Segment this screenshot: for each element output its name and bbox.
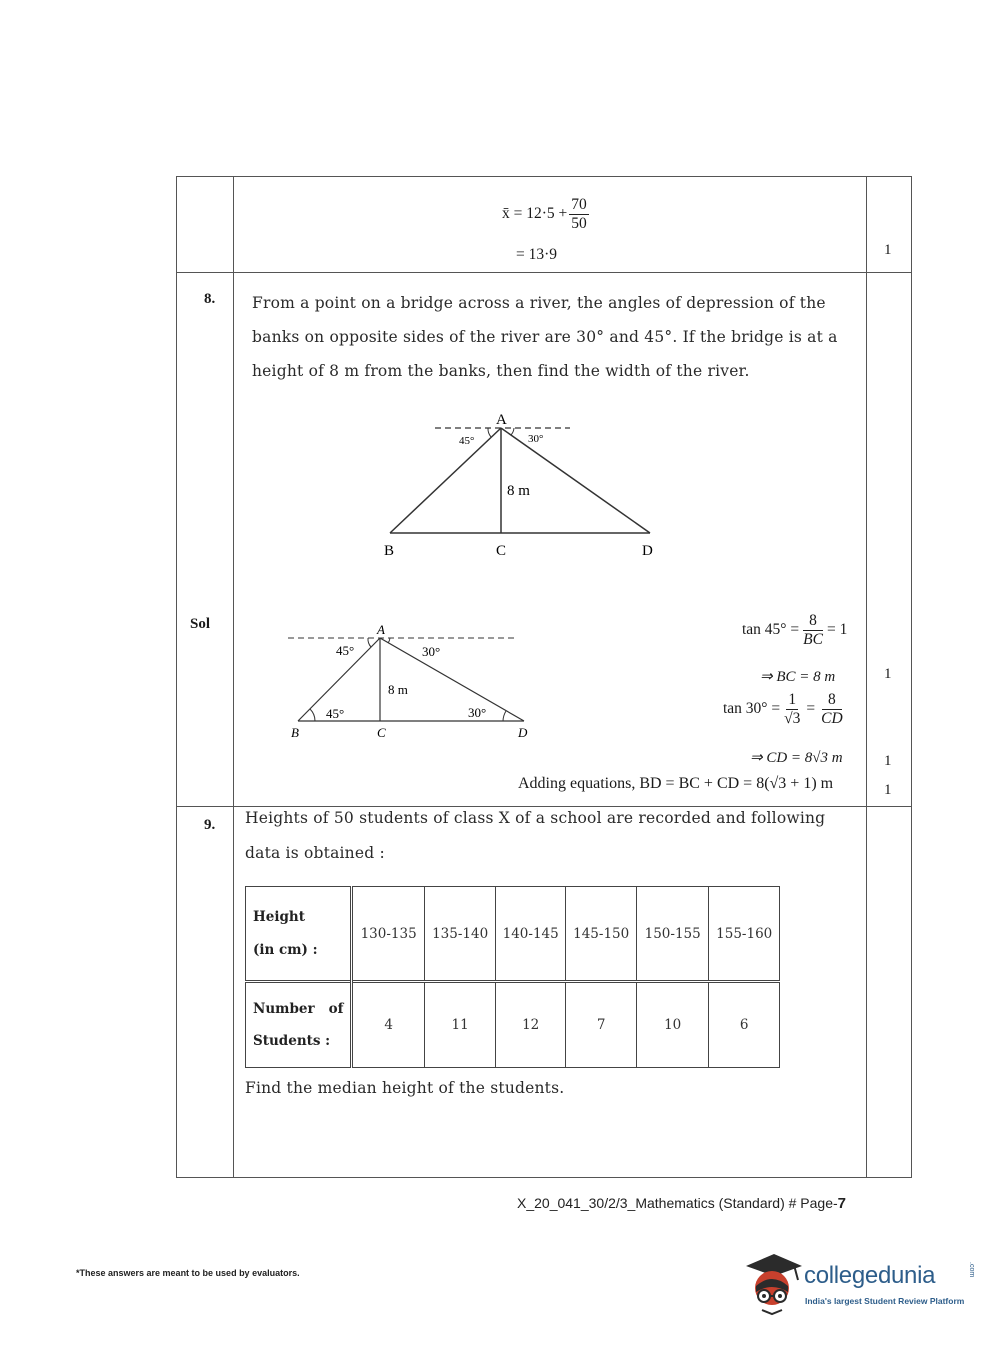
sol-arc-top-right — [388, 638, 390, 643]
tan30-numerator-1: 1 — [788, 691, 797, 708]
tan45-denominator: BC — [803, 630, 823, 648]
sol-point-b-label: B — [291, 725, 299, 740]
final-answer: Adding equations, BD = BC + CD = 8(√3 + 1) m — [518, 775, 834, 792]
sol-angle-top-left-label: 45° — [336, 643, 355, 658]
collegedunia-logo — [742, 1250, 982, 1320]
frequency-cell: 6 — [709, 982, 780, 1068]
question-8-figure — [380, 405, 670, 565]
point-a-label: A — [496, 412, 507, 428]
mark-sol-3: 1 — [884, 782, 892, 798]
tan30-denominator-2: CD — [821, 709, 843, 727]
page-reference — [517, 1195, 846, 1212]
mean-equation-lhs: x̄ = 12·5 + — [502, 205, 568, 223]
height-header-cell — [246, 887, 352, 982]
brand-name: collegedunia — [804, 1262, 936, 1289]
tan45-rhs: = 1 — [826, 621, 848, 639]
tan30-lhs: tan 30° = — [723, 700, 781, 718]
tan30-numerator-2: 8 — [822, 691, 842, 710]
question-8-line-3: height of 8 m from the banks, then find the width of the river. — [252, 362, 750, 380]
question-9-line-2: data is obtained : — [245, 844, 385, 862]
class-interval-cell: 130-135 — [351, 887, 424, 982]
page-number: 7 — [837, 1195, 846, 1212]
question-number-8: 8. — [204, 291, 216, 307]
class-interval-cell: 150-155 — [636, 887, 708, 982]
mark-sol-1: 1 — [884, 666, 892, 682]
sol-arc-d — [503, 711, 506, 721]
question-number-9: 9. — [204, 817, 216, 833]
tan45-lhs: tan 45° = — [742, 621, 800, 639]
sol-point-d-label: D — [518, 725, 528, 740]
class-interval-cell: 135-140 — [425, 887, 496, 982]
class-interval-cell: 145-150 — [566, 887, 637, 982]
mark-q7: 1 — [884, 242, 892, 258]
height-frequency-table — [245, 886, 780, 1068]
height-header-line-1: Height — [253, 909, 305, 926]
tan45-numerator: 8 — [803, 612, 823, 631]
mean-result: = 13·9 — [516, 246, 558, 263]
sol-angle-d-label: 30° — [468, 705, 487, 720]
mark-sol-2: 1 — [884, 753, 892, 769]
solution-label: Sol — [190, 616, 211, 632]
point-d-label: D — [642, 543, 653, 559]
tan30-denominator-1: √3 — [784, 709, 801, 727]
frequency-cell: 4 — [351, 982, 424, 1068]
angle-arc-left — [488, 428, 491, 437]
brand-tagline: India's largest Student Review Platform — [805, 1296, 965, 1306]
brand-suffix: .com — [968, 1262, 975, 1278]
cd-result: ⇒ CD = 8√3 m — [750, 750, 843, 766]
solution-figure — [280, 618, 530, 746]
frequency-cell: 12 — [495, 982, 566, 1068]
mean-fraction-denominator: 50 — [571, 214, 587, 232]
question-8-line-1: From a point on a bridge across a river, the angles of depression of the — [252, 294, 826, 312]
angle-left-label: 45° — [459, 435, 475, 447]
height-label: 8 m — [507, 483, 530, 499]
page-reference-text: X_20_041_30/2/3_Mathematics (Standard) # Page- — [517, 1195, 838, 1211]
height-header-line-2: (in cm) : — [253, 941, 318, 958]
angle-arc-right — [511, 428, 514, 435]
point-b-label: B — [384, 543, 395, 559]
question-9-line-1: Heights of 50 students of class X of a school are recorded and following — [245, 809, 826, 827]
side-ad — [501, 428, 650, 533]
mean-equation — [502, 196, 589, 233]
point-c-label: C — [496, 543, 507, 559]
mascot-icon — [742, 1250, 802, 1318]
bc-result: ⇒ BC = 8 m — [760, 669, 836, 685]
sol-height-label: 8 m — [388, 682, 408, 697]
question-8-line-2: banks on opposite sides of the river are 30° and 45°. If the bridge is at a — [252, 328, 838, 346]
sol-arc-b — [310, 709, 315, 721]
sol-angle-b-label: 45° — [326, 706, 345, 721]
tan30-equation — [723, 691, 847, 728]
students-header-line-2: Students : — [253, 1033, 331, 1049]
sol-side-ad — [380, 638, 524, 721]
students-header-line-1: Number of — [253, 1000, 344, 1017]
sol-angle-top-right-label: 30° — [422, 644, 441, 659]
question-9-prompt: Find the median height of the students. — [245, 1079, 565, 1097]
class-interval-cell: 155-160 — [709, 887, 780, 982]
frequency-cell: 10 — [636, 982, 708, 1068]
frequency-cell: 7 — [566, 982, 637, 1068]
tan30-equals: = — [806, 700, 816, 718]
class-interval-cell: 140-145 — [495, 887, 566, 982]
sol-point-c-label: C — [377, 725, 386, 740]
angle-right-label: 30° — [528, 433, 544, 445]
mean-fraction-numerator: 70 — [571, 196, 587, 213]
tan45-equation — [742, 612, 847, 649]
evaluator-disclaimer: *These answers are meant to be used by evaluators. — [76, 1268, 300, 1278]
side-ab — [390, 428, 501, 533]
sol-point-a-label: A — [377, 622, 385, 637]
frequency-cell: 11 — [425, 982, 496, 1068]
students-header-cell — [246, 982, 352, 1068]
sol-arc-top-left — [368, 638, 371, 647]
